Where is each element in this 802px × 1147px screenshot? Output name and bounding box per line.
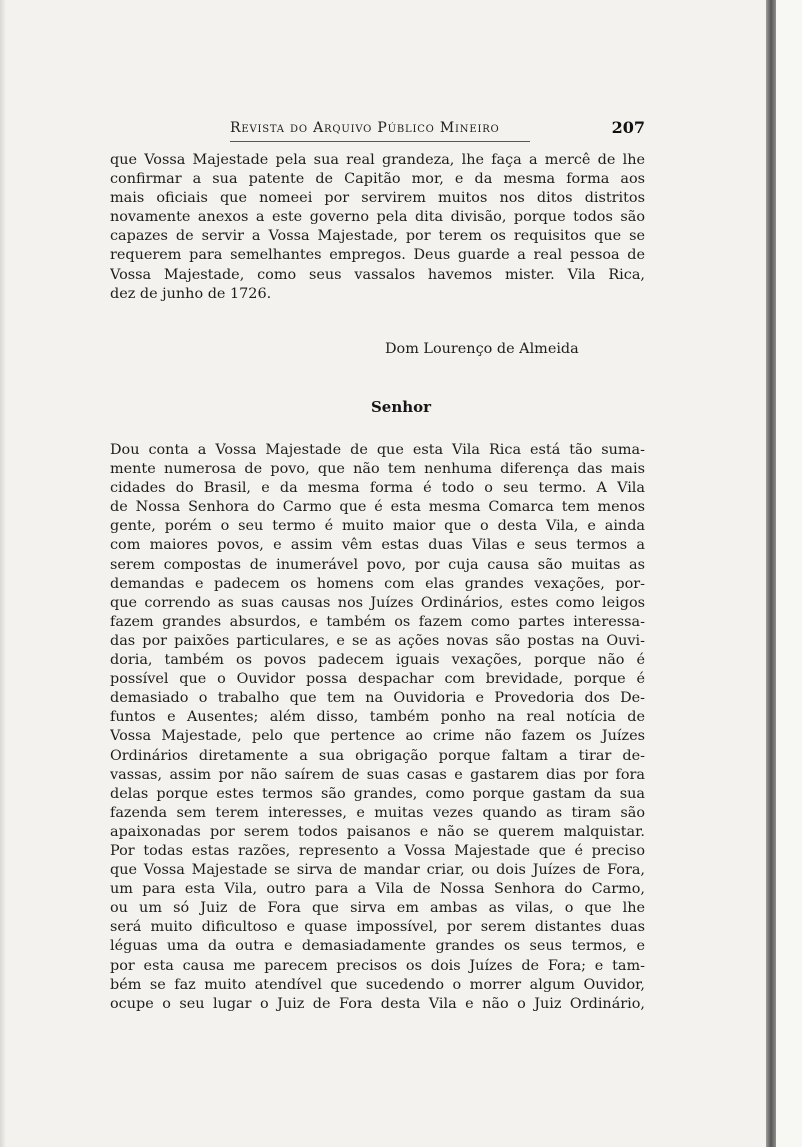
text-line: vassas, assim por não saírem de suas casas e gastarem dias por fora xyxy=(110,766,645,783)
text-line: fazem grandes absurdos, e também os fazem como partes interessa- xyxy=(110,613,645,630)
text-line: será muito dificultoso e quase impossível, por serem distantes duas xyxy=(110,919,645,936)
text-line: requerem para semelhantes empregos. Deus guarde a real pessoa de xyxy=(110,247,645,264)
text-line: doria, também os povos padecem iguais vexações, porque não é xyxy=(110,652,645,669)
text-line: fazenda sem terem interesses, e muitas vezes quando as tiram são xyxy=(110,804,645,821)
text-line: ou um só Juiz de Fora que sirva em ambas as vilas, o que lhe xyxy=(110,900,645,917)
text-line: de Nossa Senhora do Carmo que é esta mesma Comarca tem menos xyxy=(110,499,645,516)
signature: Dom Lourenço de Almeida xyxy=(385,341,579,357)
page-header xyxy=(110,118,645,142)
text-line: capazes de servir a Vossa Majestade, por terem os requisitos que se xyxy=(110,228,645,245)
page-binding-shadow xyxy=(766,0,776,1147)
text-line: confirmar a sua patente de Capitão mor, e da mesma forma aos xyxy=(110,171,645,188)
text-line: demasiado o trabalho que tem na Ouvidoria e Provedoria dos De- xyxy=(110,690,645,707)
text-line: mais oficiais que nomeei por servirem muitos nos ditos distritos xyxy=(110,190,645,207)
text-line: serem compostas de inumerável povo, por cuja causa são muitas as xyxy=(110,556,645,573)
text-line: que Vossa Majestade se sirva de mandar criar, ou dois Juízes de Fora, xyxy=(110,862,645,879)
page-number: 207 xyxy=(611,118,645,137)
text-line: com maiores povos, e assim vêm estas duas Vilas e seus termos a xyxy=(110,537,645,554)
text-line: cidades do Brasil, e da mesma forma é todo o seu termo. A Vila xyxy=(110,480,645,497)
running-title: Revista do Arquivo Público Mineiro xyxy=(230,120,500,136)
text-line: dez de junho de 1726. xyxy=(110,285,272,302)
text-line: apaixonadas por serem todos paisanos e não se querem malquistar. xyxy=(110,823,645,840)
text-line: que correndo as suas causas nos Juízes Ordinários, estes como leigos xyxy=(110,594,645,611)
letter-text xyxy=(110,151,645,304)
text-line: demandas e padecem os homens com elas grandes vexações, por- xyxy=(110,575,645,592)
running-title-rule xyxy=(230,141,530,142)
page-edge-left xyxy=(0,0,6,1147)
text-line: Ordinários diretamente a sua obrigação porque faltam a tirar de- xyxy=(110,747,645,764)
text-line: novamente anexos a este governo pela dita divisão, porque todos são xyxy=(110,209,645,226)
text-line: que Vossa Majestade pela sua real grandeza, lhe faça a mercê de lhe xyxy=(110,152,645,168)
body-text xyxy=(110,441,645,1014)
text-line: possível que o Ouvidor possa despachar com brevidade, porque é xyxy=(110,671,645,688)
text-line: mente numerosa de povo, que não tem nenhuma diferença das mais xyxy=(110,461,645,478)
text-line: um para esta Vila, outro para a Vila de Nossa Senhora do Carmo, xyxy=(110,881,645,898)
text-line: Vossa Majestade, como seus vassalos havemos mister. Vila Rica, xyxy=(110,266,645,283)
text-line: Dou conta a Vossa Majestade de que esta Vila Rica está tão suma- xyxy=(110,442,645,458)
text-line: Vossa Majestade, pelo que pertence ao crime não fazem os Juízes xyxy=(110,728,645,745)
salutation-heading: Senhor xyxy=(370,398,432,416)
text-line: ocupe o seu lugar o Juiz de Fora desta Vila e não o Juiz Ordinário, xyxy=(110,995,645,1012)
text-line: delas porque estes termos são grandes, como porque gastam da sua xyxy=(110,785,645,802)
text-line: léguas uma da outra e demasiadamente grandes os seus termos, e xyxy=(110,938,645,955)
text-line: das por paixões particulares, e se as ações novas são postas na Ouvi- xyxy=(110,632,645,649)
text-line: gente, porém o seu termo é muito maior que o desta Vila, e ainda xyxy=(110,518,645,535)
text-line: Por todas estas razões, represento a Vossa Majestade que é preciso xyxy=(110,842,645,859)
text-line: bém se faz muito atendível que sucedendo o morrer algum Ouvidor, xyxy=(110,976,645,993)
text-line: por esta causa me parecem precisos os dois Juízes de Fora; e tam- xyxy=(110,957,645,974)
text-line: funtos e Ausentes; além disso, também ponho na real notícia de xyxy=(110,709,645,726)
page-margin-right xyxy=(776,0,802,1147)
